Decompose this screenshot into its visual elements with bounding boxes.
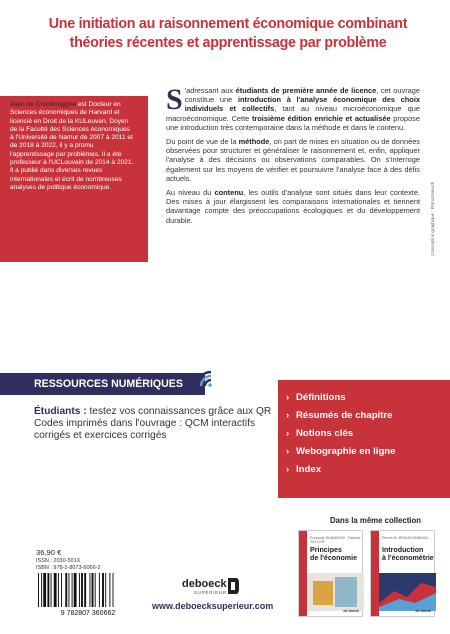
book-authors: Pierre-M. BRAUDONNEAU: [382, 536, 429, 540]
headline-line-2: théories récentes et apprentissage par problème: [69, 34, 387, 51]
resource-item: › Index: [286, 461, 396, 479]
book-spine: [371, 531, 379, 616]
students-text: testez vos connaissances grâce aux QR Codes imprimés dans l'ouvrage : QCM interactifs corrigés et exercices corrigés: [34, 406, 272, 441]
arrow-right-icon: ›: [286, 410, 290, 421]
book-spine: [299, 531, 307, 616]
headline-line-1: Une initiation au raisonnement économique combinant: [48, 15, 408, 32]
website-link[interactable]: www.deboecksuperieur.com: [152, 601, 274, 611]
arrow-right-icon: ›: [286, 464, 290, 475]
resource-item: › Notions clés: [286, 425, 396, 443]
students-note: [34, 406, 274, 442]
book-cover-image: [379, 573, 436, 611]
resources-bar: [0, 373, 205, 395]
wifi-icon: [193, 368, 215, 390]
barcode: [34, 571, 142, 617]
author-name: Alain de Crombrugghe: [10, 101, 76, 108]
book-publisher-logo: de boeck: [415, 609, 431, 613]
resource-item: › Webographie en ligne: [286, 443, 396, 461]
book-title: Introduction à l'économétrie: [382, 546, 434, 562]
publisher-d-icon: [228, 578, 239, 594]
author-box: [0, 96, 148, 262]
book-title: Principes de l'économie: [310, 546, 358, 562]
collection-book-1[interactable]: [298, 530, 363, 617]
arrow-right-icon: ›: [286, 392, 290, 403]
blurb: [166, 83, 421, 230]
arrow-right-icon: ›: [286, 428, 290, 439]
arrow-right-icon: ›: [286, 446, 290, 457]
dropcap: S: [166, 83, 183, 116]
resources-panel: [278, 380, 450, 498]
blurb-paragraph-3: Au niveau du contenu, les outils d'analyse sont situés dans leur contexte. Des mises à jour élargissent les comparaisons internationales et tiennent davantage compte des préoccupations écologiques et du développement durable.: [166, 188, 421, 225]
book-cover-image: [307, 573, 364, 611]
svg-text:deboeck: deboeck: [182, 578, 227, 590]
book-publisher-logo: de boeck: [343, 609, 359, 613]
headline: [40, 14, 416, 52]
resource-item: › Résumés de chapitre: [286, 407, 396, 425]
identifiers: [36, 558, 101, 572]
design-credit: Conception graphique : PrimoGHouch: [430, 181, 435, 256]
blurb-paragraph-1: S 'adressant aux étudiants de première année de licence, cet ouvrage constitue une introduction à l'analyse économique des choix individuels et collectifs, tant au niveau microéconomique que macroéconomique. Cette troisième édition enrichie et actualisée propose une introduction très contemporaine dans la méthode et dans le contenu.: [166, 83, 420, 132]
resources-label: RESSOURCES NUMÉRIQUES: [34, 378, 183, 390]
collection-label: Dans la même collection: [330, 516, 421, 525]
resource-item: › Définitions: [286, 389, 396, 407]
publisher-logo: [180, 575, 240, 597]
svg-text:SUPÉRIEUR: SUPÉRIEUR: [194, 590, 227, 595]
resources-list: [286, 389, 396, 479]
collection-book-2[interactable]: [370, 530, 435, 617]
price: 36,90 €: [36, 548, 62, 557]
author-bio: est Docteur en Sciences économiques de Harvard et licencié en Droit de la KULeuven. Doyen de la Faculté des Sciences économiques à l'Université de Namur de 2007 à 2011 et de 2018 à 2022, il y a promu l'apprentissage par problèmes. Il a été professeur à l'UCLouvain de 2014 à 2021. Il a publié dans diverses revues internationales et écrit de nombreuses analyses de politique économique.: [10, 101, 134, 191]
book-authors: François SHANNON · Fabrice TAYLOR: [310, 536, 361, 544]
barcode-number: 9 782807 360662: [60, 610, 116, 617]
blurb-paragraph-2: Du point de vue de la méthode, on part de mises en situation ou de données observées pour structurer et généraliser le raisonnement et, enfin, appliquer l'analyse à des décisions ou observations comparables. On s'interroge également sur les moyens de vérifier et poursuivre l'analyse face à des défis actuels.: [166, 137, 421, 183]
issn: ISSN : 2030-501X: [36, 558, 81, 564]
students-label: Étudiants :: [34, 406, 87, 417]
isbn: ISBN : 978-2-8073-6066-2: [36, 565, 101, 571]
